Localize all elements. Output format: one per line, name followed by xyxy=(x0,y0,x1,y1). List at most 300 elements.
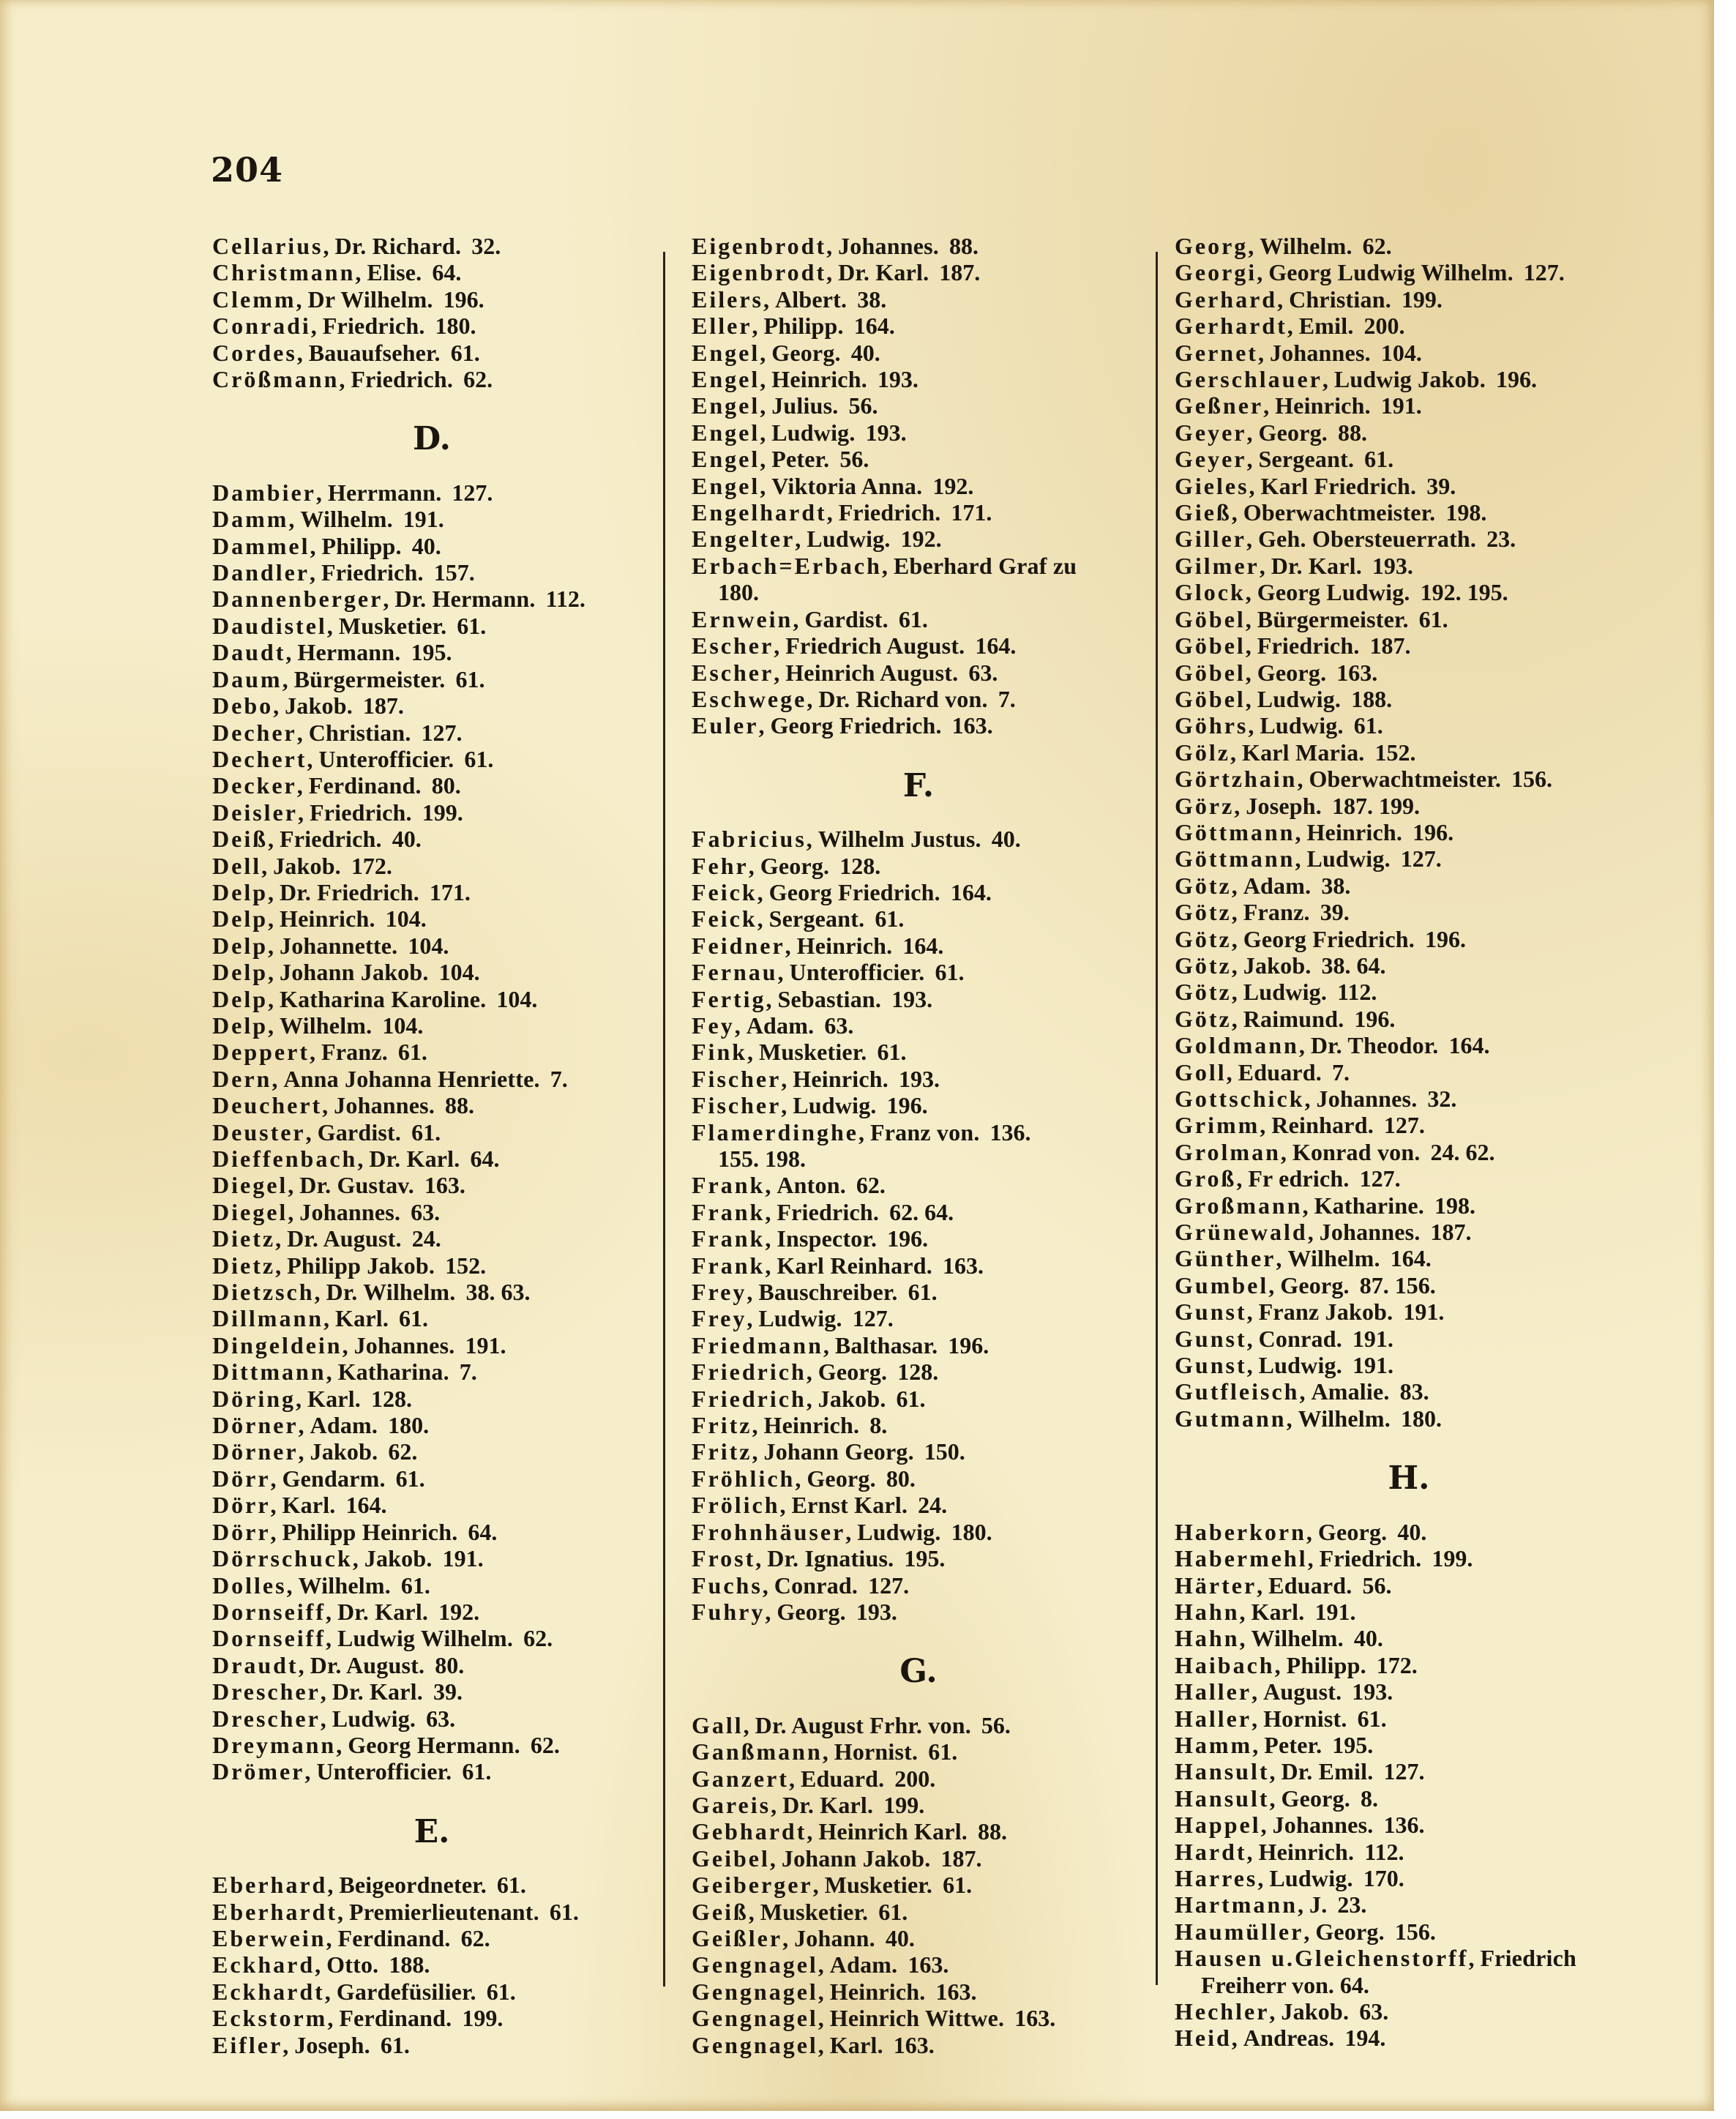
entry-page-refs: 196. xyxy=(1413,818,1454,845)
entry-separator: , xyxy=(1252,1731,1265,1758)
index-entry xyxy=(1175,473,1643,499)
entry-surname: Gutfleisch xyxy=(1175,1378,1300,1405)
entry-separator: , xyxy=(1322,366,1334,393)
entry-separator: , xyxy=(806,1359,818,1386)
entry-given-name: Friedrich. xyxy=(309,799,412,826)
entry-page-refs: 61. xyxy=(380,2031,410,2058)
entry-given-name: Georg. xyxy=(760,852,830,879)
entry-separator: , xyxy=(774,632,786,659)
entry-page-refs: 88. xyxy=(978,1818,1008,1845)
entry-given-name: Dr. Karl. xyxy=(838,259,929,286)
entry-separator: , xyxy=(1226,1058,1238,1085)
entry-surname: Gengnagel xyxy=(692,1978,818,2005)
entry-separator: , xyxy=(795,1465,807,1492)
entry-surname: Dörner xyxy=(212,1412,299,1439)
index-entry xyxy=(692,1738,1145,1765)
entry-page-refs: 112. xyxy=(1337,979,1377,1006)
entry-surname: Deuchert xyxy=(212,1092,323,1119)
entry-surname: Frank xyxy=(692,1252,766,1279)
index-entry xyxy=(212,1146,651,1172)
entry-surname: Engel xyxy=(692,472,760,499)
entry-separator: , xyxy=(326,1924,338,1951)
index-entry xyxy=(692,853,1145,879)
entry-given-name: Christian. xyxy=(308,719,411,746)
index-entry xyxy=(692,366,1145,392)
entry-separator: , xyxy=(760,392,772,419)
entry-given-name: Ludwig. xyxy=(332,1705,416,1732)
entry-given-name: Dr. Emil. xyxy=(1281,1758,1374,1785)
entry-given-name: Franz von. xyxy=(869,1118,980,1146)
entry-page-refs: 61. xyxy=(496,1872,526,1899)
entry-surname: Görz xyxy=(1175,792,1235,819)
index-entry xyxy=(1175,712,1643,739)
entry-given-name: Premierlieutenant. xyxy=(349,1898,539,1925)
entry-separator: , xyxy=(765,1598,777,1625)
entry-given-name: Musketier. xyxy=(338,612,447,639)
entry-separator: , xyxy=(760,446,772,473)
index-entry xyxy=(212,905,651,932)
entry-separator: , xyxy=(760,339,772,366)
index-entry xyxy=(1175,1758,1643,1784)
entry-page-refs: 192. xyxy=(438,1598,480,1625)
entry-given-name: Sergeant. xyxy=(1258,446,1355,473)
entry-page-refs: 127. xyxy=(1383,1112,1425,1139)
entry-separator: , xyxy=(1268,1271,1281,1298)
entry-given-name: Johannes. xyxy=(838,233,939,259)
entry-surname: Delp xyxy=(212,959,268,986)
entry-separator: , xyxy=(734,1012,747,1039)
index-entry xyxy=(212,1199,651,1225)
entry-given-name: Bürgermeister. xyxy=(1257,605,1409,632)
index-entry xyxy=(1175,1219,1643,1245)
column-divider xyxy=(1156,252,1158,1985)
entry-separator: , xyxy=(1307,1219,1320,1246)
entry-separator: , xyxy=(1246,526,1258,553)
index-entry xyxy=(212,746,651,772)
index-entry xyxy=(692,1066,1145,1092)
entry-surname: Gebhardt xyxy=(692,1818,807,1845)
entry-given-name: Johann Jakob. xyxy=(280,959,429,986)
entry-surname: Gutmann xyxy=(1175,1405,1287,1432)
index-entry xyxy=(212,613,651,639)
entry-page-refs: 64. xyxy=(470,1146,500,1172)
entry-page-refs: 61. xyxy=(1418,605,1448,632)
index-entry xyxy=(692,553,1145,606)
entry-given-name: Johannes. xyxy=(1272,1812,1374,1839)
entry-given-name: Beigeordneter. xyxy=(339,1872,487,1899)
entry-surname: Euler xyxy=(692,712,759,739)
entry-surname: Delp xyxy=(212,905,268,933)
entry-given-name: Heinrich. xyxy=(796,932,893,959)
entry-surname: Gengnagel xyxy=(692,2031,818,2058)
index-entry xyxy=(692,1332,1145,1359)
entry-given-name: Georg. xyxy=(777,1598,846,1625)
entry-given-name: Eduard. xyxy=(800,1765,885,1792)
entry-page-refs: 7. xyxy=(1332,1058,1350,1085)
entry-separator: , xyxy=(793,605,805,632)
entry-surname: Dörner xyxy=(212,1438,299,1465)
index-entry xyxy=(212,1625,651,1651)
entry-given-name: Inspector. xyxy=(777,1225,878,1252)
entry-given-name: Georg Friedrich. xyxy=(768,878,940,905)
entry-given-name: Friedrich. xyxy=(321,559,424,586)
entry-separator: , xyxy=(760,472,772,499)
index-entry xyxy=(1175,366,1643,392)
entry-separator: , xyxy=(296,285,308,313)
entry-separator: , xyxy=(288,1198,300,1225)
entry-surname: Clemm xyxy=(212,285,296,313)
entry-given-name: Adam. xyxy=(1243,872,1312,899)
entry-separator: , xyxy=(268,985,280,1012)
entry-separator: , xyxy=(325,1625,337,1652)
entry-page-refs: 104. xyxy=(408,932,449,959)
entry-separator: , xyxy=(282,665,294,692)
index-entry xyxy=(692,905,1145,932)
entry-surname: Fernau xyxy=(692,959,778,986)
entry-surname: Engel xyxy=(692,446,760,473)
entry-given-name: Franz. xyxy=(1243,899,1310,926)
index-entry xyxy=(1175,686,1643,712)
entry-page-refs: 191. xyxy=(1380,392,1422,419)
entry-given-name: Johann. xyxy=(794,1924,875,1951)
entry-page-refs: 171. xyxy=(429,878,471,905)
entry-separator: , xyxy=(268,959,280,986)
entry-page-refs: 40. xyxy=(411,532,441,559)
entry-separator: , xyxy=(769,1845,782,1872)
entry-page-refs: 199. xyxy=(883,1791,925,1818)
entry-separator: , xyxy=(1260,1812,1273,1839)
index-entry xyxy=(212,1545,651,1572)
entry-separator: , xyxy=(1245,632,1257,659)
entry-separator: , xyxy=(752,313,764,340)
entry-page-refs: 88. xyxy=(1338,419,1367,446)
entry-surname: Dandler xyxy=(212,559,310,586)
entry-surname: Dietzsch xyxy=(212,1279,315,1306)
entry-surname: Friedmann xyxy=(692,1331,823,1359)
entry-given-name: Heinrich. xyxy=(829,1978,926,2005)
entry-given-name: Philipp. xyxy=(763,313,844,340)
entry-page-refs: 61. xyxy=(457,612,487,639)
entry-given-name: Elise. xyxy=(367,259,422,286)
entry-surname: Göttmann xyxy=(1175,818,1295,845)
entry-surname: Fey xyxy=(692,1012,735,1039)
entry-given-name: Jakob. xyxy=(285,692,353,720)
entry-given-name: Dr. Friedrich. xyxy=(280,878,419,905)
entry-separator: , xyxy=(352,1545,364,1572)
entry-separator: , xyxy=(812,1872,825,1899)
entry-surname: Geßner xyxy=(1175,392,1264,419)
index-entry xyxy=(212,1899,651,1925)
entry-page-refs: 196. xyxy=(1424,925,1466,952)
entry-page-refs: 163. xyxy=(1014,2005,1056,2032)
index-entry xyxy=(1175,1732,1643,1758)
index-entry xyxy=(1175,1059,1643,1085)
entry-given-name: Georg Hermann. xyxy=(348,1731,520,1758)
index-entry xyxy=(212,286,651,313)
entry-page-refs: 187. xyxy=(939,259,981,286)
index-entry xyxy=(212,853,651,879)
entry-given-name: Gardist. xyxy=(804,605,888,632)
entry-page-refs: 24. 62. xyxy=(1430,1138,1495,1165)
entry-given-name: Dr. August. xyxy=(310,1651,425,1678)
entry-surname: Frey xyxy=(692,1305,747,1332)
index-entry xyxy=(212,1119,651,1146)
entry-given-name: Karl. xyxy=(282,1492,336,1519)
index-entry xyxy=(1175,899,1643,925)
entry-page-refs: 191. xyxy=(442,1545,484,1572)
entry-page-refs: 164. xyxy=(950,878,992,905)
entry-given-name: Ludwig Wilhelm. xyxy=(337,1625,514,1652)
entry-page-refs: 192. xyxy=(900,526,942,553)
entry-page-refs: 63. xyxy=(411,1198,441,1225)
entry-page-refs: 61. xyxy=(878,1898,908,1925)
entry-surname: Frohnhäuser xyxy=(692,1518,846,1545)
index-entry xyxy=(212,639,651,665)
entry-given-name: Karl. xyxy=(335,1305,389,1332)
entry-separator: , xyxy=(336,1731,348,1758)
index-entry xyxy=(692,1872,1145,1898)
entry-page-refs: 38. xyxy=(1321,872,1351,899)
entry-separator: , xyxy=(1246,1352,1259,1379)
entry-given-name: Johannes. xyxy=(1316,1085,1418,1112)
entry-surname: Glock xyxy=(1175,579,1246,606)
entry-given-name: Fr edrich. xyxy=(1248,1165,1350,1192)
entry-page-refs: 112. xyxy=(1364,1838,1404,1865)
entry-page-refs: 88. xyxy=(445,1092,475,1119)
entry-given-name: Hornist. xyxy=(1263,1705,1347,1732)
entry-separator: , xyxy=(1297,766,1309,793)
index-entry xyxy=(692,313,1145,339)
index-entry xyxy=(1175,766,1643,792)
index-entry xyxy=(692,1899,1145,1925)
entry-page-refs: 164. xyxy=(853,313,895,340)
entry-given-name: Georg. xyxy=(1281,1784,1350,1812)
entry-surname: Hahn xyxy=(1175,1598,1240,1625)
entry-separator: , xyxy=(297,799,310,826)
index-entry xyxy=(692,473,1145,499)
entry-given-name: Ludwig. xyxy=(857,1518,941,1545)
entry-surname: Härter xyxy=(1175,1572,1257,1599)
entry-surname: Dietz xyxy=(212,1225,276,1252)
entry-page-refs: 171. xyxy=(951,499,992,526)
entry-separator: , xyxy=(1274,1651,1287,1678)
entry-surname: Hansult xyxy=(1175,1784,1270,1812)
entry-given-name: Karl Friedrich. xyxy=(1260,472,1417,499)
entry-given-name: Dr. Theodor. xyxy=(1310,1032,1439,1059)
entry-page-refs: 200. xyxy=(1363,313,1405,340)
entry-given-name: Ludwig. xyxy=(1260,712,1344,739)
entry-surname: Götz xyxy=(1175,872,1232,899)
entry-separator: , xyxy=(845,1518,858,1545)
section-letter-heading: E. xyxy=(414,1812,450,1850)
entry-surname: Dreymann xyxy=(212,1731,337,1758)
entry-page-refs: 193. xyxy=(877,366,918,393)
index-entry xyxy=(1175,1839,1643,1865)
entry-given-name: Karl Reinhard. xyxy=(777,1252,932,1279)
index-entry xyxy=(692,1092,1145,1118)
entry-separator: , xyxy=(785,932,797,959)
index-entry xyxy=(212,1732,651,1758)
entry-page-refs: 150. xyxy=(924,1438,965,1465)
entry-given-name: Anna Johanna Henriette. xyxy=(283,1065,540,1092)
entry-separator: , xyxy=(747,1305,759,1332)
entry-given-name: Gendarm. xyxy=(282,1465,386,1492)
entry-separator: , xyxy=(1468,1945,1481,1972)
entry-surname: Fehr xyxy=(692,852,749,879)
entry-separator: , xyxy=(765,1225,777,1252)
index-entry xyxy=(692,2005,1145,2031)
index-entry xyxy=(1175,1572,1643,1599)
entry-separator: , xyxy=(748,852,760,879)
entry-separator: , xyxy=(323,233,335,259)
entry-separator: , xyxy=(771,1791,783,1818)
entry-surname: Haumüller xyxy=(1175,1918,1304,1945)
entry-surname: Feidner xyxy=(692,932,785,959)
entry-separator: , xyxy=(1257,1572,1269,1599)
entry-given-name: Johannette. xyxy=(280,932,398,959)
entry-separator: , xyxy=(752,1438,764,1465)
index-entry xyxy=(1175,313,1643,339)
section-letter-heading: G. xyxy=(899,1653,938,1691)
entry-separator: , xyxy=(1231,499,1243,526)
entry-surname: Geißler xyxy=(692,1924,783,1951)
index-entry xyxy=(212,1599,651,1625)
entry-given-name: Friedrich xyxy=(1480,1945,1576,1972)
entry-given-name: Albert. xyxy=(774,285,848,313)
entry-page-refs: 136. xyxy=(989,1118,1031,1146)
entry-surname: Deiß xyxy=(212,826,268,853)
entry-surname: Escher xyxy=(692,659,774,686)
entry-page-refs: 163. xyxy=(424,1172,465,1199)
entry-surname: Hausen u.Gleichenstorff xyxy=(1175,1945,1469,1972)
entry-given-name: Otto. xyxy=(326,1951,379,1978)
index-entry xyxy=(1175,1945,1643,1998)
entry-surname: Gottschick xyxy=(1175,1085,1305,1112)
entry-surname: Engel xyxy=(692,366,760,393)
entry-page-refs: 198. xyxy=(1445,499,1487,526)
entry-given-name: Georg Friedrich. xyxy=(1243,925,1415,952)
entry-separator: , xyxy=(1231,1005,1243,1032)
entry-page-refs: 80. xyxy=(435,1651,465,1678)
entry-surname: Drescher xyxy=(212,1705,321,1732)
entry-separator: , xyxy=(1246,1325,1259,1352)
entry-page-refs: 61. xyxy=(450,339,480,366)
entry-separator: , xyxy=(288,1172,300,1199)
entry-page-refs: 187. xyxy=(362,692,404,720)
entry-page-refs: 196. xyxy=(886,1092,928,1119)
entry-page-refs: 32. xyxy=(1427,1085,1457,1112)
entry-surname: Fröhlich xyxy=(692,1465,796,1492)
index-entry xyxy=(692,879,1145,905)
entry-surname: Dingeldein xyxy=(212,1331,343,1359)
entry-separator: , xyxy=(1269,1998,1282,2025)
entry-surname: Diegel xyxy=(212,1198,288,1225)
entry-surname: Dornseiff xyxy=(212,1625,326,1652)
index-entry xyxy=(1175,446,1643,472)
index-entry xyxy=(212,826,651,852)
entry-given-name: Wilhelm. xyxy=(280,1012,373,1039)
entry-separator: , xyxy=(275,1252,288,1279)
entry-surname: Fertig xyxy=(692,985,766,1012)
entry-page-refs: 8. xyxy=(1360,1784,1378,1812)
entry-given-name: Gardefüsilier. xyxy=(336,1978,476,2005)
index-entry xyxy=(1175,1165,1643,1192)
index-entry xyxy=(1175,1405,1643,1432)
entry-separator: , xyxy=(806,826,818,853)
entry-separator: , xyxy=(807,1818,819,1845)
entry-page-refs: 40. xyxy=(885,1924,915,1951)
entry-separator: , xyxy=(1269,1758,1282,1785)
column-divider xyxy=(663,252,665,1987)
entry-surname: Ganßmann xyxy=(692,1738,823,1765)
entry-page-refs: 61. xyxy=(1353,712,1383,739)
entry-surname: Eschwege xyxy=(692,685,807,712)
entry-page-refs: 62. xyxy=(530,1731,560,1758)
entry-given-name: Heinrich. xyxy=(793,1065,888,1092)
entry-page-refs: 39. xyxy=(433,1678,463,1705)
entry-continuation: 155. 198. xyxy=(718,1146,806,1172)
entry-given-name: Musketier. xyxy=(760,1898,869,1925)
entry-surname: Götz xyxy=(1175,925,1232,952)
entry-surname: Daum xyxy=(212,665,283,692)
entry-surname: Delp xyxy=(212,878,268,905)
entry-separator: , xyxy=(296,339,309,366)
entry-surname: Frank xyxy=(692,1198,766,1225)
entry-separator: , xyxy=(275,1225,288,1252)
index-entry xyxy=(1175,1032,1643,1058)
index-entry xyxy=(692,259,1145,285)
entry-given-name: Dr. Wilhelm. xyxy=(326,1279,456,1306)
entry-separator: , xyxy=(752,1412,764,1439)
entry-given-name: Georg. xyxy=(807,1465,876,1492)
entry-given-name: Wilhelm. xyxy=(1251,1625,1344,1652)
index-entry xyxy=(692,826,1145,852)
entry-separator: , xyxy=(818,2005,830,2032)
entry-separator: , xyxy=(272,1065,284,1092)
index-entry xyxy=(212,1465,651,1492)
entry-page-refs: 172. xyxy=(351,852,392,879)
entry-given-name: Heinrich. xyxy=(1258,1838,1355,1865)
entry-surname: Dörr xyxy=(212,1465,271,1492)
index-entry xyxy=(212,1519,651,1545)
entry-given-name: Joseph. xyxy=(1246,792,1322,819)
entry-surname: Engelter xyxy=(692,526,796,553)
entry-page-refs: 61. xyxy=(935,959,965,986)
entry-page-refs: 163. xyxy=(893,2031,935,2058)
entry-separator: , xyxy=(320,1678,332,1705)
entry-given-name: Herrmann. xyxy=(327,479,442,506)
entry-surname: Hahn xyxy=(1175,1625,1240,1652)
entry-given-name: Jakob. xyxy=(364,1545,433,1572)
entry-separator: , xyxy=(261,852,274,879)
entry-page-refs: 127. xyxy=(1383,1758,1425,1785)
entry-surname: Gerhardt xyxy=(1175,313,1287,340)
entry-given-name: Heinrich Karl. xyxy=(818,1818,968,1845)
entry-given-name: Bauschreiber. xyxy=(758,1279,898,1306)
entry-page-refs: 195. xyxy=(904,1545,946,1572)
entry-surname: Fuhry xyxy=(692,1598,766,1625)
entry-given-name: Conrad. xyxy=(1258,1325,1342,1352)
index-entry xyxy=(692,606,1145,632)
entry-given-name: Dr. Karl. xyxy=(1271,552,1362,579)
entry-surname: Haller xyxy=(1175,1678,1252,1705)
index-entry xyxy=(212,1012,651,1039)
entry-separator: , xyxy=(1245,659,1257,686)
entry-given-name: Karl. xyxy=(1251,1598,1305,1625)
entry-separator: , xyxy=(795,526,807,553)
index-entry xyxy=(692,712,1145,739)
entry-surname: Haibach xyxy=(1175,1651,1275,1678)
